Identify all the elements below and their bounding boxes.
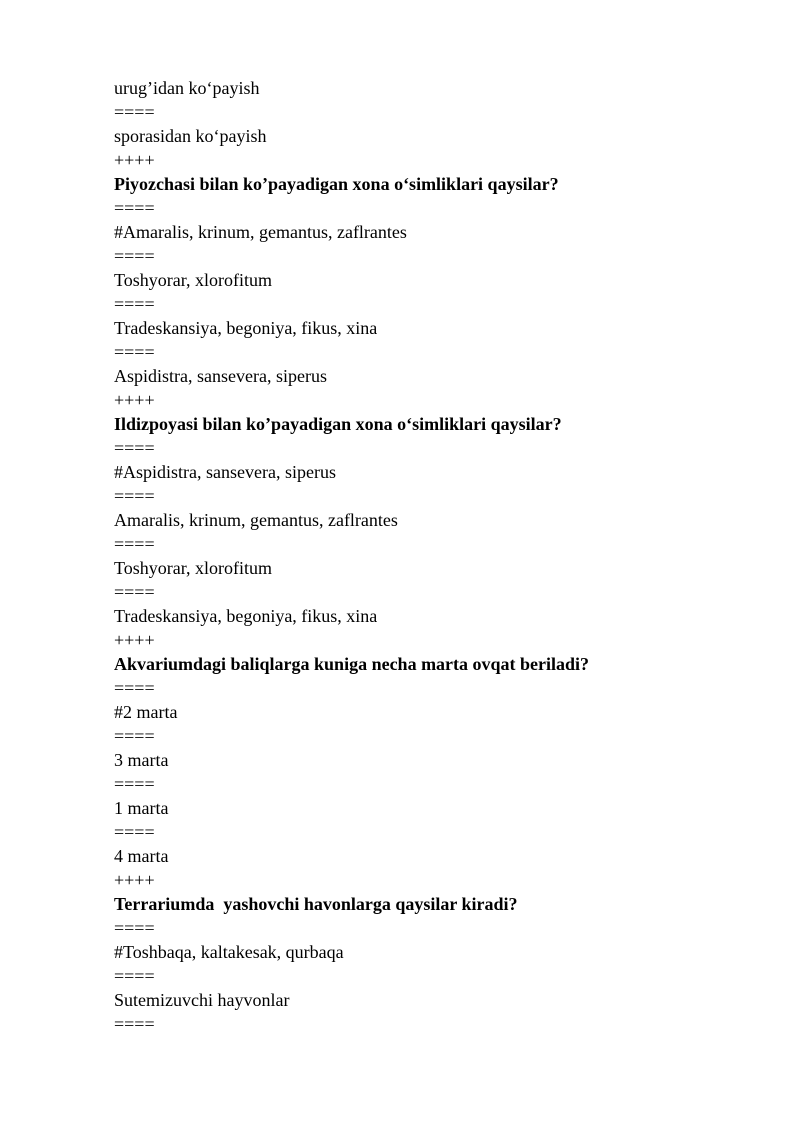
- answer-option: Tradeskansiya, begoniya, fikus, xina: [114, 606, 378, 626]
- correct-answer: #Aspidistra, sansevera, siperus: [114, 462, 336, 482]
- question-separator: ++++: [114, 390, 155, 410]
- question-separator: ++++: [114, 630, 155, 650]
- option-separator: ====: [114, 726, 155, 746]
- option-separator: ====: [114, 678, 155, 698]
- answer-option: 4 marta: [114, 846, 169, 866]
- answer-option: Amaralis, krinum, gemantus, zaflrantes: [114, 510, 398, 530]
- option-separator: ====: [114, 294, 155, 314]
- answer-option: urug’idan ko‘payish: [114, 78, 260, 98]
- answer-option: Aspidistra, sansevera, siperus: [114, 366, 327, 386]
- option-separator: ====: [114, 822, 155, 842]
- question-text: Piyozchasi bilan ko’payadigan xona o‘simliklari qaysilar?: [114, 174, 559, 194]
- correct-answer: #Amaralis, krinum, gemantus, zaflrantes: [114, 222, 407, 242]
- question-separator: ++++: [114, 150, 155, 170]
- question-text: Ildizpoyasi bilan ko’payadigan xona o‘simliklari qaysilar?: [114, 414, 562, 434]
- option-separator: ====: [114, 342, 155, 362]
- document-page: [114, 76, 754, 1036]
- option-separator: ====: [114, 438, 155, 458]
- option-separator: ====: [114, 534, 155, 554]
- option-separator: ====: [114, 918, 155, 938]
- option-separator: ====: [114, 246, 155, 266]
- option-separator: ====: [114, 486, 155, 506]
- correct-answer: #Toshbaqa, kaltakesak, qurbaqa: [114, 942, 344, 962]
- option-separator: ====: [114, 966, 155, 986]
- answer-option: 1 marta: [114, 798, 169, 818]
- answer-option: 3 marta: [114, 750, 169, 770]
- answer-option: sporasidan ko‘payish: [114, 126, 267, 146]
- answer-option: Toshyorar, xlorofitum: [114, 270, 272, 290]
- option-separator: ====: [114, 1014, 155, 1034]
- option-separator: ====: [114, 102, 155, 122]
- option-separator: ====: [114, 582, 155, 602]
- option-separator: ====: [114, 198, 155, 218]
- answer-option: Tradeskansiya, begoniya, fikus, xina: [114, 318, 378, 338]
- question-text: Akvariumdagi baliqlarga kuniga necha marta ovqat beriladi?: [114, 654, 590, 674]
- correct-answer: #2 marta: [114, 702, 178, 722]
- answer-option: Sutemizuvchi hayvonlar: [114, 990, 290, 1010]
- option-separator: ====: [114, 774, 155, 794]
- answer-option: Toshyorar, xlorofitum: [114, 558, 272, 578]
- question-separator: ++++: [114, 870, 155, 890]
- question-text: Terrariumda yashovchi havonlarga qaysilar kiradi?: [114, 894, 518, 914]
